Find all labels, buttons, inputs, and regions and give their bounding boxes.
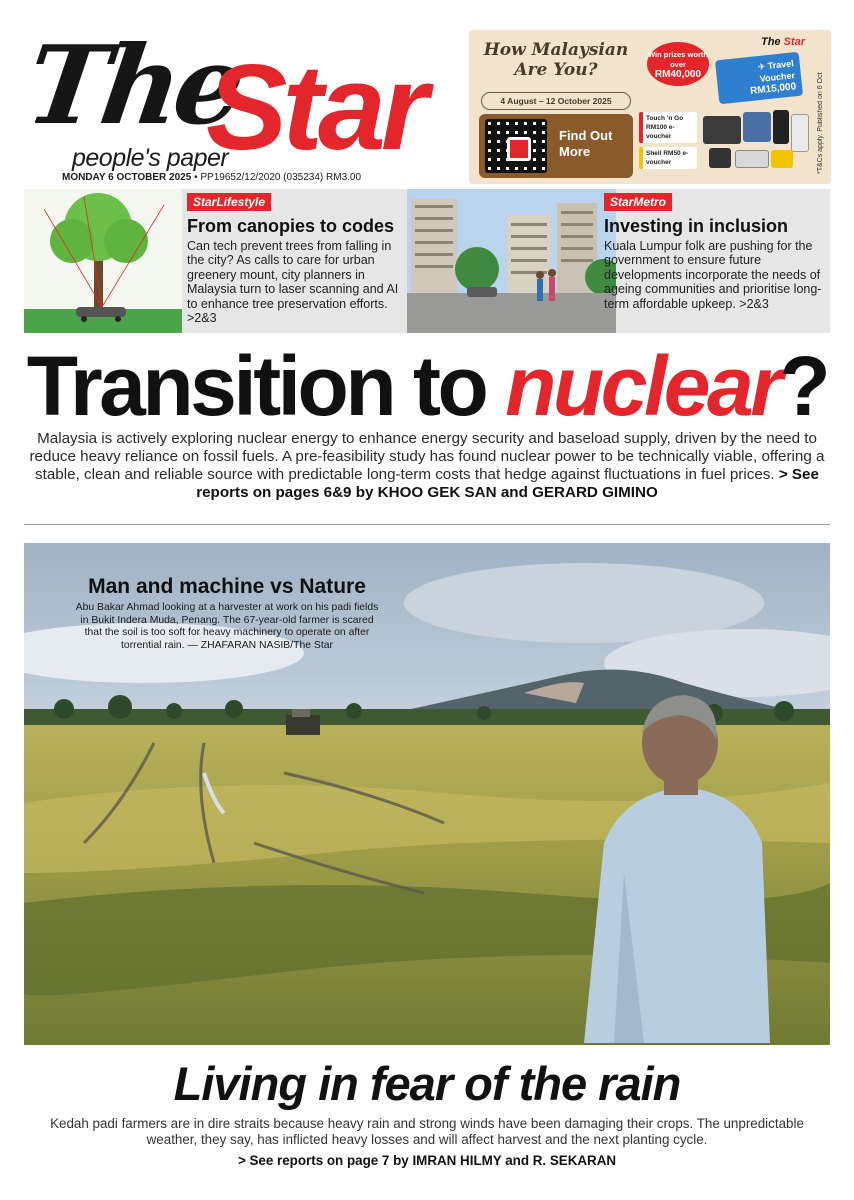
photo-caption-title: Man and machine vs Nature [88, 575, 366, 598]
lead-headline-part1: Transition to [26, 339, 506, 433]
apartments-photo [407, 189, 616, 333]
teaser-kicker-metro: StarMetro [604, 193, 672, 211]
touch-n-go-voucher: Touch 'n Go RM100 e-voucher [639, 112, 697, 143]
main-photo [24, 543, 830, 1045]
teaser-row [24, 189, 830, 333]
ad-brand-star: Star [783, 36, 805, 48]
prize-value: RM40,000 [654, 69, 702, 80]
lead-headline-emphasis: nuclear [505, 339, 780, 433]
tree-illustration [24, 189, 182, 333]
travel-voucher-card [715, 52, 803, 105]
teaser-metro[interactable] [604, 193, 826, 333]
ad-cta-button[interactable] [479, 114, 633, 178]
lead-headline[interactable] [24, 340, 830, 432]
teaser-title-lifestyle[interactable]: From canopies to codes [187, 216, 395, 236]
teaser-kicker-lifestyle: StarLifestyle [187, 193, 271, 211]
second-headline[interactable]: Living in fear of the rain [173, 1057, 681, 1110]
ad-dates: 4 August – 12 October 2025 [481, 92, 631, 110]
gadget-prizes-image [703, 108, 813, 174]
qr-code-icon[interactable] [485, 119, 547, 173]
lead-headline-part2: ? [779, 339, 828, 433]
photo-caption-body: Abu Bakar Ahmad looking at a harvester at work on his padi fields in Bukit Indera Muda, Penang. The 67-year-old farmer is scared that the soil is too soft for heavy machinery to operate on after torrential rain. — ZHAFARAN NASIB/The Star [75, 602, 379, 651]
logo-tagline: people's paper [72, 144, 229, 172]
ad-brand-the: The [760, 36, 781, 48]
logo-the: The [19, 23, 247, 149]
teaser-body-metro: Kuala Lumpur folk are pushing for the government to ensure future developments incorporate the needs of ageing communities and prioritise long-term affordable upkeep. >2&3 [604, 239, 822, 311]
voucher-value: RM15,000 [749, 81, 797, 97]
permit-number: • PP19652/12/2020 (035234) RM3.00 [194, 172, 362, 183]
lead-page-reference[interactable]: > See reports on pages 6&9 by KHOO GEK SAN and GERARD GIMINO [196, 466, 819, 501]
ad-headline: How Malaysian Are You? [483, 40, 629, 80]
ad-terms: *T&Cs apply. Published on 6 Oct [817, 72, 824, 174]
second-page-reference[interactable]: > See reports on page 7 by IMRAN HILMY and R. SEKARAN [237, 1153, 617, 1168]
issue-date: MONDAY 6 OCTOBER 2025 [62, 172, 192, 183]
quiz-advertisement[interactable] [469, 30, 831, 184]
small-vouchers [639, 112, 697, 173]
shell-voucher: Shell RM50 e-voucher [639, 147, 697, 169]
teaser-title-metro[interactable]: Investing in inclusion [604, 216, 789, 236]
prize-badge [647, 42, 709, 86]
logo-star: Star [206, 39, 424, 175]
prize-label: Win prizes worth over [648, 50, 708, 69]
second-standfirst: Kedah padi farmers are in dire straits because heavy rain and strong winds have been damaging their crops. The unpredictable weather, they say, has inflicted heavy losses and will affect harvest and the next planting cycle. [50, 1116, 804, 1147]
section-divider [24, 524, 830, 525]
lead-body-text: Malaysia is actively exploring nuclear energy to enhance energy security and baseload supply, driven by the need to reduce heavy reliance on fossil fuels. A pre-feasibility study has found nuclear power to be technically viable, offering a stable, clean and reliable source with predictable long-term costs that hedge against fluctuations in fuel prices. [29, 430, 825, 483]
photo-caption [72, 575, 382, 652]
lead-standfirst [24, 430, 830, 502]
ad-cta-label: Find Out More [559, 128, 613, 159]
voucher-label: Travel Voucher [759, 58, 796, 84]
masthead [19, 22, 464, 190]
plane-icon: ✈ [757, 61, 766, 73]
dateline [62, 172, 361, 183]
teaser-lifestyle[interactable] [187, 193, 409, 333]
teaser-body-lifestyle: Can tech prevent trees from falling in the city? As calls to care for urban greenery mount, city planners in Malaysia turn to laser scanning and AI to enhance tree preservation efforts. >2&3 [187, 239, 399, 326]
ad-brand-logo [761, 36, 805, 48]
